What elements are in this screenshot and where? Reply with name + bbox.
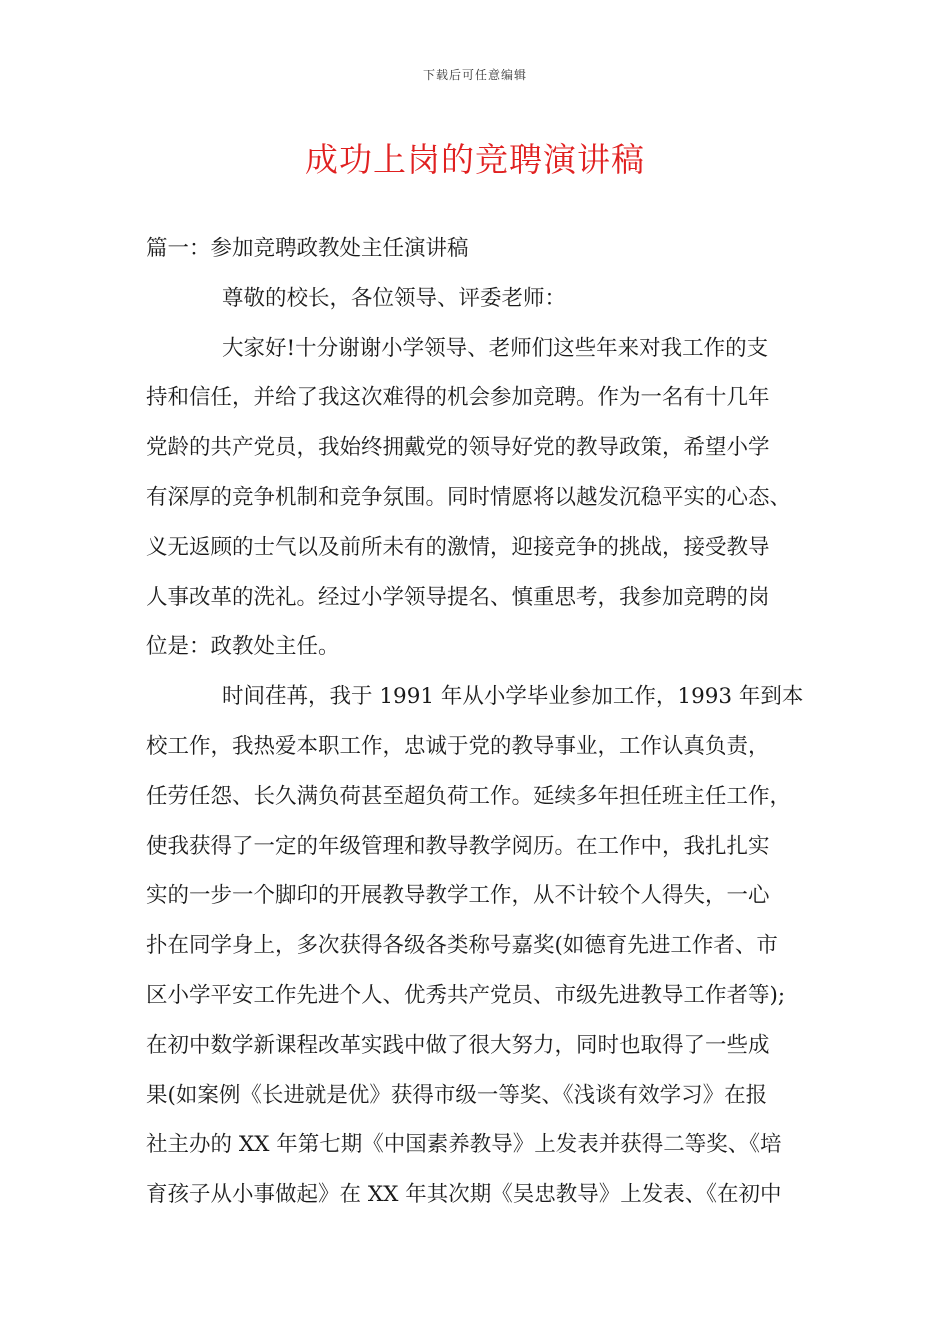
document-body [146, 224, 806, 1220]
paragraph-line: 实的一步一个脚印的开展教导教学工作，从不计较个人得失，一心 [146, 883, 770, 909]
paragraph-line: 扑在同学身上，多次获得各级各类称号嘉奖(如德育先进工作者、市 [146, 933, 778, 959]
paragraph-line: 任劳任怨、长久满负荷甚至超负荷工作。延续多年担任班主任工作， [146, 783, 792, 809]
paragraph-line: 社主办的 XX 年第七期《中国素养教导》上发表并获得二等奖、《培 [146, 1132, 782, 1158]
paragraph-line: 校工作，我热爱本职工作，忠诚于党的教导事业，工作认真负责， [146, 733, 770, 759]
paragraph-line: 有深厚的竞争机制和竞争氛围。同时情愿将以越发沉稳平实的心态、 [146, 484, 792, 510]
paragraph-line: 区小学平安工作先进个人、优秀共产党员、市级先进教导工作者等); [146, 982, 786, 1008]
paragraph-line: 位是：政教处主任。 [146, 634, 340, 660]
salutation: 尊敬的校长，各位领导、评委老师： [222, 285, 567, 311]
paragraph-1 [146, 324, 806, 673]
paragraph-line: 党龄的共产党员，我始终拥戴党的领导好党的教导政策，希望小学 [146, 435, 770, 461]
document-title: 成功上岗的竞聘演讲稿 [305, 140, 645, 179]
paragraph-2 [146, 672, 806, 1220]
paragraph-line: 果(如案例《长进就是优》获得市级一等奖、《浅谈有效学习》在报 [146, 1082, 768, 1108]
paragraph-line: 人事改革的洗礼。经过小学领导提名、慎重思考，我参加竞聘的岗 [146, 584, 770, 610]
paragraph-line: 育孩子从小事做起》在 XX 年其次期《吴忠教导》上发表、《在初中 [146, 1182, 782, 1208]
section-heading: 篇一：参加竞聘政教处主任演讲稿 [146, 236, 469, 261]
paragraph-line: 持和信任，并给了我这次难得的机会参加竞聘。作为一名有十几年 [146, 385, 770, 411]
paragraph-line: 在初中数学新课程改革实践中做了很大努力，同时也取得了一些成 [146, 1032, 770, 1058]
paragraph-line: 使我获得了一定的年级管理和教导教学阅历。在工作中，我扎扎实 [146, 833, 770, 859]
paragraph-line: 时间荏苒，我于 1991 年从小学毕业参加工作，1993 年到本 [222, 684, 804, 710]
header-note: 下载后可任意编辑 [422, 68, 527, 82]
paragraph-line: 义无返顾的士气以及前所未有的激情，迎接竞争的挑战，接受教导 [146, 534, 770, 560]
paragraph-line: 大家好!十分谢谢小学领导、老师们这些年来对我工作的支 [222, 335, 769, 361]
